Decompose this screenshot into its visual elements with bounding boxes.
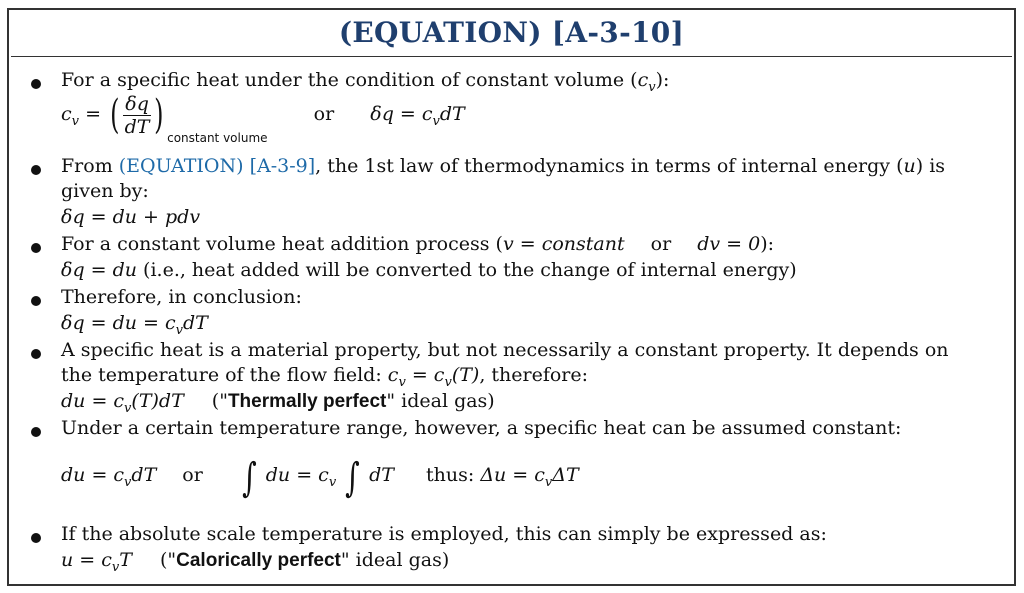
bullet-4	[31, 296, 41, 306]
item-1-intro-end: ):	[655, 69, 670, 91]
bullet-7	[31, 533, 41, 543]
item-2-post: , the 1st law of thermodynamics in terms of internal energy (	[315, 155, 904, 177]
bullet-3	[31, 243, 41, 253]
item-1-alt-eq: δq = c	[370, 103, 433, 125]
item-5-note-close: " ideal gas)	[386, 390, 495, 412]
equals-sign: =	[85, 103, 108, 125]
item-3-or: or	[650, 233, 672, 255]
item-4-intro: Therefore, in conclusion:	[61, 286, 302, 308]
item-6-int-rhs: dT	[369, 464, 394, 486]
fraction-denominator: dT	[124, 115, 150, 138]
item-2-post2: ) is	[915, 155, 946, 177]
thermally-perfect-label: Thermally perfect	[227, 391, 387, 412]
item-5-line2-post: , therefore:	[479, 364, 589, 386]
item-5-line-1: A specific heat is a material property, but not necessarily a constant property. It depends on	[61, 339, 949, 361]
item-5-cv-end: (T)	[451, 364, 480, 386]
item-7-eq-sub: v	[111, 560, 120, 575]
item-3-intro: For a constant volume heat addition process (	[61, 233, 503, 255]
item-7-intro: If the absolute scale temperature is employed, this can simply be expressed as:	[61, 523, 827, 545]
item-6-thus: thus:	[426, 464, 481, 486]
calorically-perfect-label: Calorically perfect	[176, 550, 341, 571]
item-6-eq1-end: dT	[131, 464, 157, 486]
item-5-line2-pre: the temperature of the flow field:	[61, 364, 388, 386]
item-2-var: u	[903, 155, 916, 177]
fraction-numerator: δq	[125, 92, 149, 115]
integral-sign-1: ∫	[242, 455, 257, 501]
item-1-var: c	[637, 69, 649, 91]
item-7-equation	[61, 548, 449, 580]
item-5-cv-mid: = c	[405, 364, 445, 386]
item-3-cond1: v = constant	[502, 233, 625, 255]
integral-sign-2: ∫	[345, 455, 360, 501]
item-6-int-sub: v	[328, 475, 337, 490]
bullet-5	[31, 349, 41, 359]
item-1-equation	[61, 92, 465, 152]
item-4-eq-end: dT	[183, 312, 208, 334]
item-3-line-1	[61, 232, 774, 256]
item-7-note-close: " ideal gas)	[340, 549, 450, 571]
item-7-eq-end: T	[119, 549, 132, 571]
bullet-1	[31, 79, 41, 89]
bullet-6	[31, 427, 41, 437]
equation-reference-link[interactable]: (EQUATION) [A-3-9]	[118, 155, 316, 177]
item-6-thus-end: ΔT	[552, 464, 579, 486]
dq-dt-fraction	[123, 93, 152, 138]
item-2-line-2: given by:	[61, 180, 149, 202]
constant-volume-subscript: constant volume	[167, 131, 268, 145]
item-5-eq-sub: v	[124, 401, 132, 416]
box-title: (EQUATION) [A-3-10]	[338, 16, 685, 49]
item-3-cond2: dv = 0	[697, 233, 761, 255]
item-3-line-2	[61, 258, 797, 282]
item-3-intro-end: ):	[760, 233, 775, 255]
item-1-alt-end: dT	[439, 103, 465, 125]
item-3-equation: δq = du	[61, 259, 137, 281]
title-divider	[11, 56, 1012, 57]
cv-lhs-sub: v	[71, 114, 80, 129]
item-1-alt-sub: v	[432, 114, 440, 129]
item-4-eq-sub: v	[175, 323, 183, 338]
item-2-equation: δq = du + pdv	[61, 206, 201, 228]
item-7-note-open: ("	[159, 549, 177, 571]
item-1-intro-text: For a specific heat under the condition of constant volume (	[61, 69, 638, 91]
item-1-or: or	[313, 103, 335, 125]
item-5-cv-sub: v	[398, 375, 406, 390]
item-6-eq1: du = c	[61, 464, 125, 486]
item-5-eq-end: (T)dT	[131, 390, 184, 412]
item-6-thus-sub: v	[544, 475, 553, 490]
item-2-pre: From	[61, 155, 119, 177]
item-1-var-sub: v	[648, 80, 656, 95]
right-paren: )	[154, 92, 164, 138]
item-2-line-1	[61, 154, 945, 178]
item-6-intro: Under a certain temperature range, however, a specific heat can be assumed constant:	[61, 417, 902, 439]
equation-box	[7, 8, 1016, 586]
item-4-eq: δq = du = c	[61, 312, 176, 334]
item-6-thus-eq: Δu = c	[480, 464, 545, 486]
item-5-eq: du = c	[61, 390, 125, 412]
item-5-note-open: ("	[211, 390, 228, 412]
item-6-int-lhs: du = c	[265, 464, 329, 486]
item-7-eq: u = c	[61, 549, 112, 571]
left-paren: (	[110, 92, 120, 138]
item-3-note: (i.e., heat added will be converted to the change of internal energy)	[137, 259, 797, 281]
item-6-eq1-sub: v	[124, 475, 132, 490]
item-6-or: or	[182, 464, 203, 486]
item-5-cv-sub2: v	[444, 375, 452, 390]
item-5-cv: c	[387, 364, 399, 386]
cv-lhs: c	[61, 103, 72, 125]
item-6-equation	[61, 450, 579, 500]
bullet-2	[31, 165, 41, 175]
